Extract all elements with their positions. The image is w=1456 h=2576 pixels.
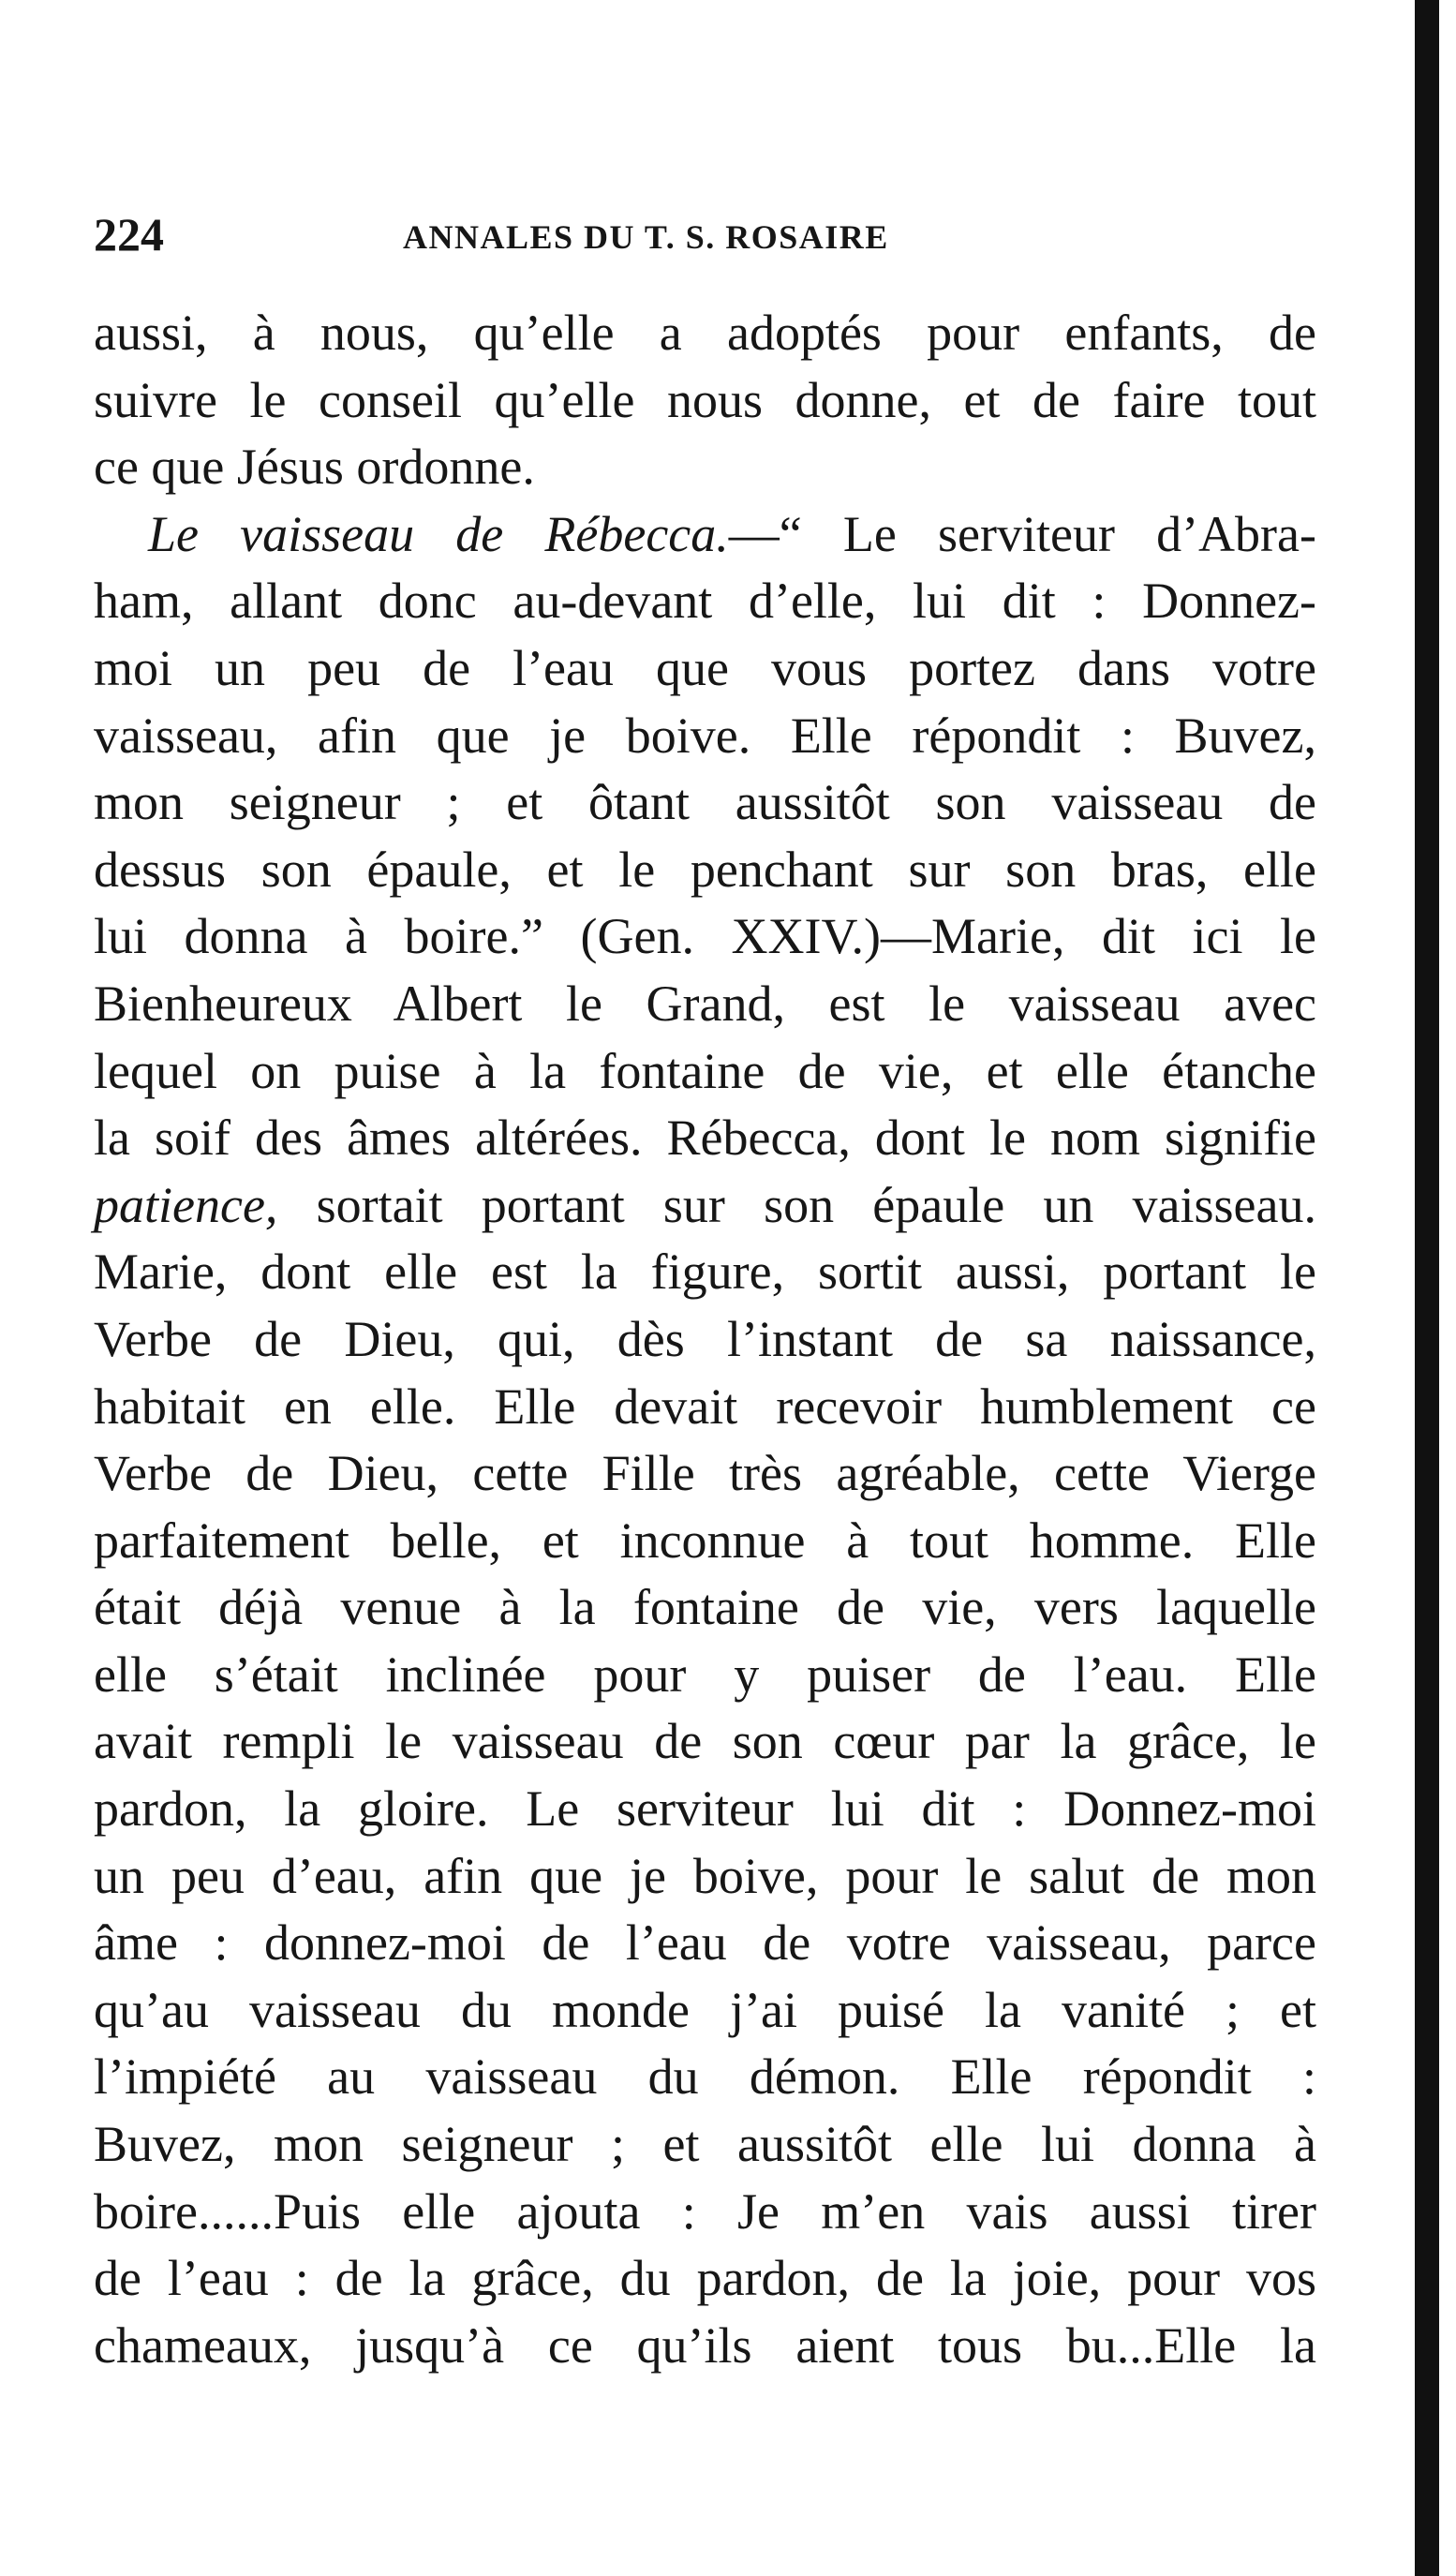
book-spine-edge <box>1415 0 1439 2576</box>
text-line: vaisseau, afin que je boive. Elle répondit : Buvez, <box>94 707 1316 764</box>
page-header <box>94 201 1312 267</box>
text-line: Verbe de Dieu, qui, dès l’instant de sa naissance, <box>94 1310 1316 1367</box>
italic-word: patience, <box>94 1176 278 1233</box>
text-line: l’impiété au vaisseau du démon. Elle répondit : <box>94 2048 1316 2106</box>
text-line: âme : donnez-moi de l’eau de votre vaisseau, parce <box>94 1914 1316 1972</box>
text-line: lequel on puise à la fontaine de vie, et elle étanche <box>94 1042 1316 1099</box>
text-line <box>94 501 1316 569</box>
text-line <box>94 1172 1316 1240</box>
text-line: la soif des âmes altérées. Rébecca, dont le nom signifie <box>94 1109 1316 1167</box>
body-text <box>94 300 1316 2379</box>
text-line: pardon, la gloire. Le serviteur lui dit : Donnez-moi <box>94 1780 1316 1838</box>
text-line: de l’eau : de la grâce, du pardon, de la joie, pour vos <box>94 2250 1316 2307</box>
text-line: était déjà venue à la fontaine de vie, vers laquelle <box>94 1579 1316 1636</box>
text-line: parfaitement belle, et inconnue à tout homme. Elle <box>94 1511 1316 1569</box>
text-line: chameaux, jusqu’à ce qu’ils aient tous bu...Elle la <box>94 2316 1316 2374</box>
text-line: Bienheureux Albert le Grand, est le vaisseau avec <box>94 975 1316 1032</box>
text-line: suivre le conseil qu’elle nous donne, et de faire tout <box>94 371 1316 428</box>
text-line: avait rempli le vaisseau de son cœur par la grâce, le <box>94 1713 1316 1770</box>
text-line: Verbe de Dieu, cette Fille très agréable, cette Vierge <box>94 1445 1316 1502</box>
text-segment: sortait portant sur son épaule un vaisseau. <box>277 1176 1316 1233</box>
running-head: ANNALES DU T. S. ROSAIRE <box>403 218 889 256</box>
page-number: 224 <box>94 208 164 261</box>
text-line: lui donna à boire.” (Gen. XXIV.)—Marie, dit ici le <box>94 908 1316 965</box>
text-segment: —“ Le serviteur d’Abra- <box>728 505 1316 562</box>
text-line: aussi, à nous, qu’elle a adoptés pour enfants, de <box>94 305 1316 361</box>
text-line: Marie, dont elle est la figure, sortit aussi, portant le <box>94 1243 1316 1301</box>
text-line: ce que Jésus ordonne. <box>94 439 535 496</box>
text-line: mon seigneur ; et ôtant aussitôt son vaisseau de <box>94 774 1316 831</box>
text-line: Buvez, mon seigneur ; et aussitôt elle lui donna à <box>94 2116 1316 2173</box>
section-title: Le vaisseau de Rébecca. <box>148 505 729 562</box>
text-line: qu’au vaisseau du monde j’ai puisé la vanité ; et <box>94 1981 1316 2038</box>
text-line: boire......Puis elle ajouta : Je m’en vais aussi tirer <box>94 2182 1316 2240</box>
text-line: moi un peu de l’eau que vous portez dans votre <box>94 639 1316 696</box>
text-line: elle s’était inclinée pour y puiser de l’eau. Elle <box>94 1645 1316 1703</box>
text-line: habitait en elle. Elle devait recevoir humblement ce <box>94 1377 1316 1435</box>
text-line: un peu d’eau, afin que je boive, pour le salut de mon <box>94 1847 1316 1904</box>
text-line: ham, allant donc au-devant d’elle, lui dit : Donnez- <box>94 573 1316 630</box>
text-line: dessus son épaule, et le penchant sur son bras, elle <box>94 841 1316 898</box>
